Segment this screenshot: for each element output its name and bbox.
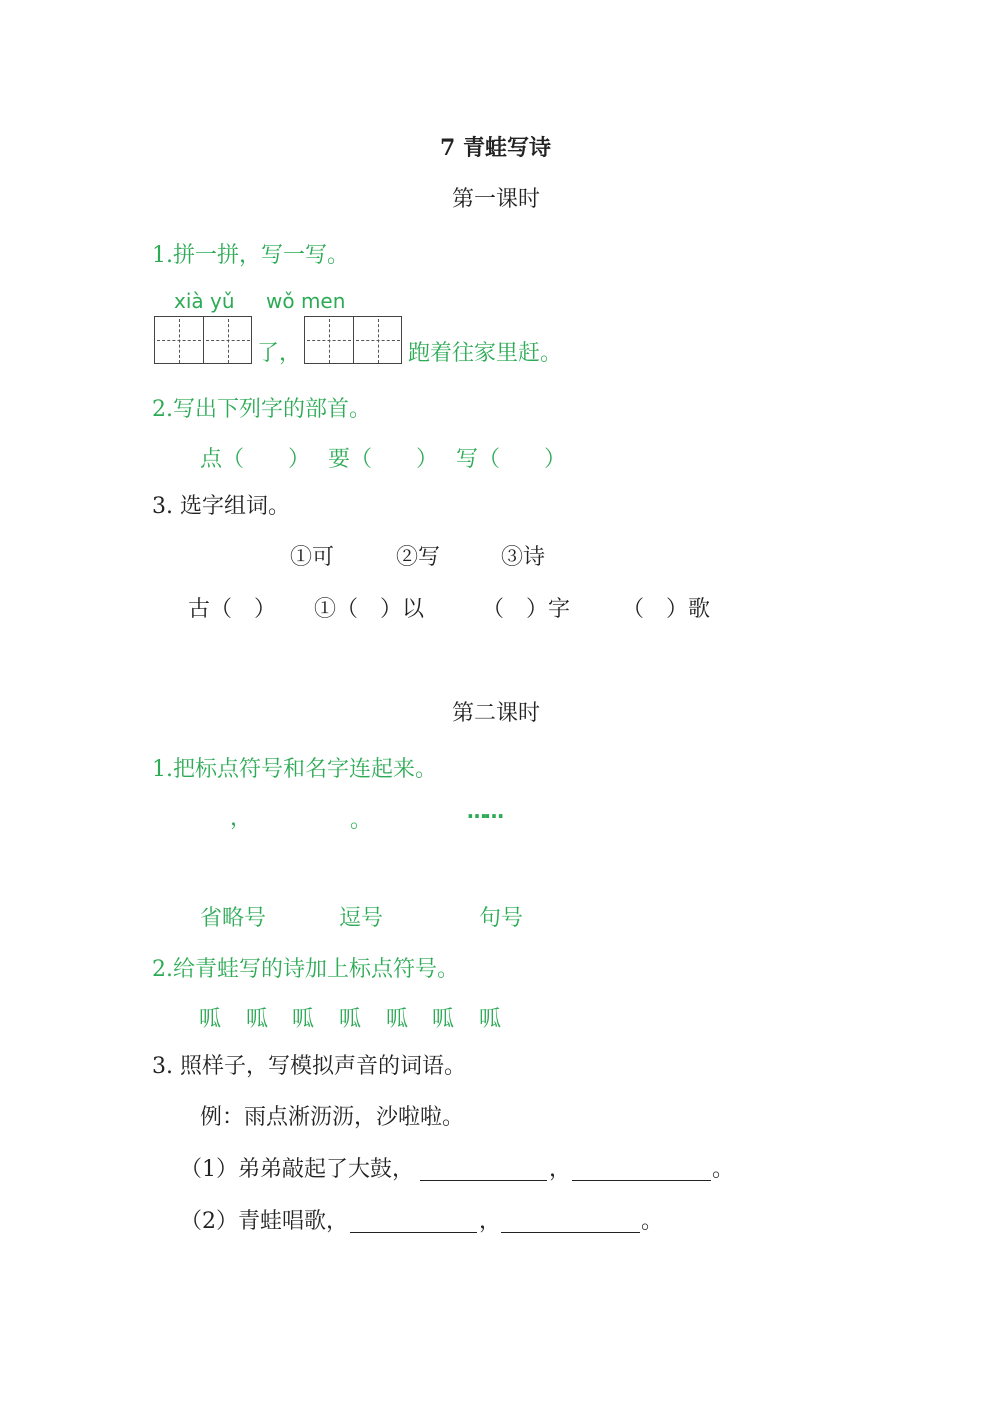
option-2: ②写 <box>396 545 441 570</box>
name-comma[interactable]: 逗号 <box>339 906 384 931</box>
l1-q3-label: 3. 选字组词。 <box>152 494 290 519</box>
example-text: 例：雨点淅沥沥，沙啦啦。 <box>200 1105 465 1130</box>
gua-7: 呱 <box>479 1007 502 1032</box>
gua-3: 呱 <box>292 1007 315 1032</box>
l2-q2-label: 2.给青蛙写的诗加上标点符号。 <box>152 957 459 982</box>
radical-item-3[interactable]: 写（ ） <box>456 447 567 472</box>
name-period[interactable]: 句号 <box>479 906 524 931</box>
option-1: ①可 <box>290 545 335 570</box>
item2-blank-2[interactable] <box>501 1232 640 1233</box>
item2-blank-1[interactable] <box>350 1232 477 1233</box>
item1-comma: ， <box>549 1157 572 1182</box>
option-3: ③诗 <box>501 545 546 570</box>
word-blank-2[interactable]: ①（ ）以 <box>314 597 425 622</box>
l2-q1-label: 1.把标点符号和名字连起来。 <box>152 757 437 782</box>
item2-prefix: （2）青蛙唱歌， <box>180 1209 348 1234</box>
mark-ellipsis[interactable]: …… <box>467 799 501 823</box>
word-blank-3[interactable]: （ ）字 <box>482 597 571 622</box>
gua-5: 呱 <box>386 1007 409 1032</box>
name-ellipsis[interactable]: 省略号 <box>200 906 267 931</box>
pinyin-xiayu: xià yǔ <box>174 289 235 313</box>
gua-4: 呱 <box>339 1007 362 1032</box>
item2-period: 。 <box>641 1209 664 1234</box>
l1-q2-label: 2.写出下列字的部首。 <box>152 397 371 422</box>
item1-blank-1[interactable] <box>420 1180 547 1181</box>
word-blank-4[interactable]: （ ）歌 <box>622 597 711 622</box>
lesson2-heading: 第二课时 <box>452 701 541 726</box>
pinyin-women: wǒ men <box>266 289 346 313</box>
item1-period: 。 <box>712 1157 735 1182</box>
gua-1: 呱 <box>199 1007 222 1032</box>
l1-q1-text2: 跑着往家里赶。 <box>408 341 563 366</box>
radical-item-1[interactable]: 点（ ） <box>200 447 311 472</box>
item1-blank-2[interactable] <box>572 1180 711 1181</box>
l1-q1-label: 1.拼一拼，写一写。 <box>152 243 349 268</box>
gua-2: 呱 <box>246 1007 269 1032</box>
item2-comma: ， <box>479 1209 502 1234</box>
item1-prefix: （1）弟弟敲起了大鼓， <box>180 1157 414 1182</box>
mark-comma[interactable]: ， <box>230 806 253 831</box>
l2-q3-label: 3. 照样子，写模拟声音的词语。 <box>152 1054 466 1079</box>
page-title: 7 青蛙写诗 <box>440 135 551 161</box>
l1-q1-text1: 了， <box>257 341 302 366</box>
writing-grid-1[interactable] <box>154 316 252 364</box>
mark-period[interactable]: 。 <box>350 808 373 833</box>
writing-grid-2[interactable] <box>304 316 402 364</box>
radical-item-2[interactable]: 要（ ） <box>328 447 439 472</box>
gua-6: 呱 <box>432 1007 455 1032</box>
lesson1-heading: 第一课时 <box>452 187 541 212</box>
word-blank-1[interactable]: 古（ ） <box>188 597 277 622</box>
